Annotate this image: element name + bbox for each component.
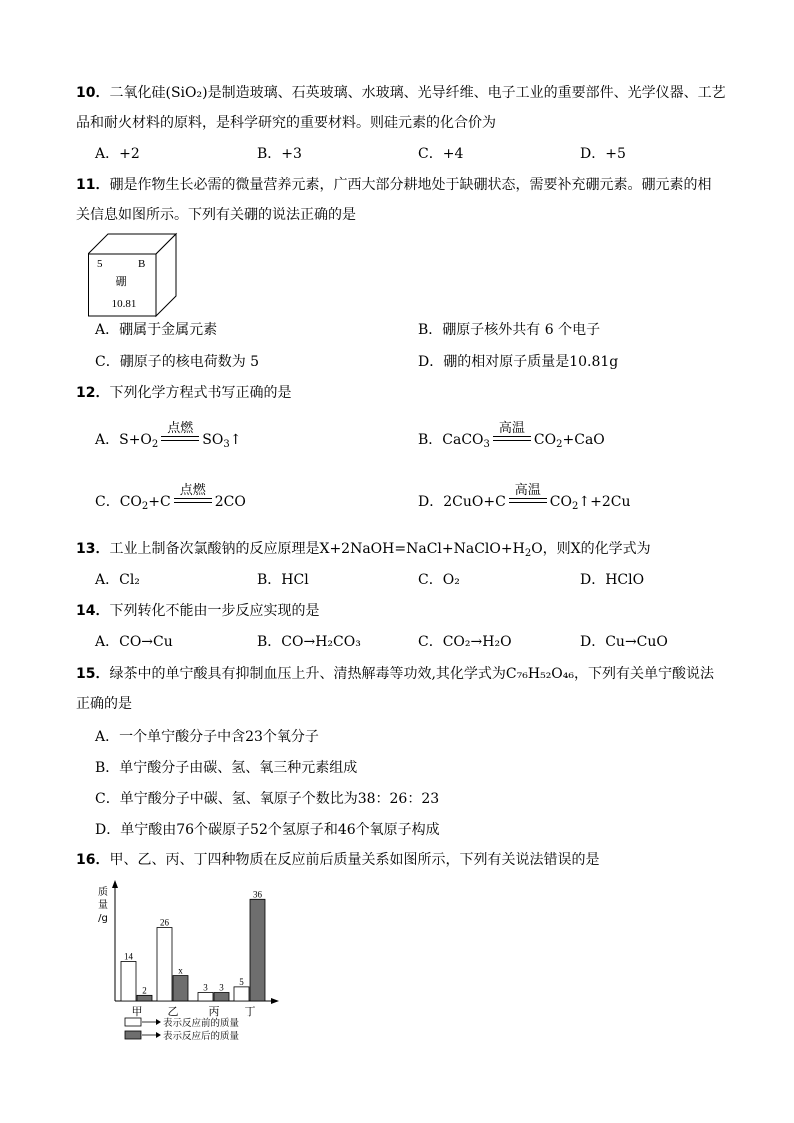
bar-after-0: [137, 995, 152, 1001]
mass-bar-chart: [95, 880, 285, 1060]
reaction-condition: 高温: [498, 421, 525, 436]
question-10: [76, 78, 748, 138]
question-12: [76, 378, 748, 408]
y-axis-label-part: 质: [98, 887, 108, 898]
element-name: 硼: [115, 275, 127, 288]
y-axis-label: [98, 885, 108, 924]
q12-options-row2: [95, 483, 745, 514]
q13-options: [95, 568, 745, 592]
question-number: 16．: [76, 852, 110, 868]
option-d[interactable]: D．Cu→CuO: [580, 634, 668, 650]
reaction-arrow: [174, 483, 212, 509]
bar-before-0: [121, 961, 136, 1001]
question-text: 甲、乙、丙、丁四种物质在反应前后质量关系如图所示，下列有关说法错误的是: [109, 852, 600, 868]
option-a[interactable]: A．硼属于金属元素: [95, 322, 218, 338]
question-15: [76, 659, 748, 719]
option-a[interactable]: A．Cl₂: [95, 572, 140, 588]
data-label: 3: [203, 982, 208, 993]
option-b[interactable]: B．单宁酸分子由碳、氢、氧三种元素组成: [95, 760, 358, 776]
x-axis-arrow: [271, 998, 279, 1004]
option-a[interactable]: A．CO→Cu: [95, 634, 173, 650]
option-a[interactable]: A．$S+O_2$ 点燃 $SO_3↑$: [95, 428, 241, 457]
y-axis-label-part: 量: [98, 900, 108, 911]
legend: [125, 1017, 240, 1042]
data-label: 2: [142, 985, 147, 996]
option-d[interactable]: D．单宁酸由76个碳原子52个氢原子和46个氧原子构成: [95, 822, 440, 838]
x-tick-label: 丁: [244, 1005, 256, 1018]
option-a[interactable]: A．+2: [95, 146, 140, 162]
legend-swatch: [125, 1031, 141, 1039]
y-axis-label-part: /g: [98, 913, 108, 924]
bar-before-1: [157, 928, 172, 1001]
question-number: 13．: [76, 541, 110, 557]
reaction-arrow: [509, 483, 547, 509]
question-11: [76, 170, 748, 230]
option-c[interactable]: C．单宁酸分子中碳、氢、氧原子个数比为38：26：23: [95, 791, 440, 807]
q12-options-row1: [95, 421, 745, 452]
bar-after-2: [214, 993, 229, 1001]
question-text-cont: 品和耐火材料的原料，是科学研究的重要材料。则硅元素的化合价为: [76, 115, 496, 131]
q10-options: [95, 142, 745, 166]
option-d[interactable]: D．HClO: [580, 572, 645, 588]
option-b[interactable]: B．CaCO$_3$ 高温 $CO_2+CaO$: [418, 428, 605, 457]
bar-after-3: [250, 899, 265, 1001]
data-label: 14: [124, 951, 133, 962]
question-number: 12．: [76, 385, 110, 401]
reaction-condition: 高温: [514, 483, 541, 498]
x-tick-label: 丙: [208, 1005, 220, 1018]
q11-options-row2: [95, 350, 745, 374]
question-text: 二氧化硅(SiO₂)是制造玻璃、石英玻璃、水玻璃、光导纤维、电子工业的重要部件、光学仪器、工艺: [109, 85, 726, 101]
question-text: 下列化学方程式书写正确的是: [109, 385, 292, 401]
data-label: 36: [253, 889, 262, 900]
option-c[interactable]: C．+4: [418, 146, 464, 162]
question-text: 硼是作物生长必需的微量营养元素，广西大部分耕地处于缺硼状态，需要补充硼元素。硼元素的相: [109, 177, 712, 193]
element-symbol: B: [138, 258, 146, 270]
data-label: 5: [239, 976, 244, 987]
option-c[interactable]: C．$CO_2+C$ 点燃 2CO: [95, 490, 246, 519]
bar-before-2: [198, 993, 213, 1001]
question-text-end: O，则X的化学式为: [531, 541, 651, 557]
option-c[interactable]: C．CO₂→H₂O: [418, 634, 512, 650]
legend-arrow-head: [156, 1019, 161, 1025]
option-d[interactable]: D．硼的相对原子质量是10.81g: [418, 354, 619, 370]
reaction-condition: 点燃: [167, 421, 194, 436]
option-d[interactable]: D．+5: [580, 146, 626, 162]
question-number: 15．: [76, 666, 110, 682]
question-text: 工业上制备次氯酸钠的反应原理是X+2NaOH=NaCl+NaClO+H: [109, 541, 525, 557]
question-text-cont: 正确的是: [76, 696, 132, 712]
legend-label: 表示反应后的质量: [163, 1031, 240, 1042]
option-a[interactable]: A．一个单宁酸分子中含23个氧分子: [95, 729, 319, 745]
question-13: 13．工业上制备次氯酸钠的反应原理是$X+2NaOH=NaCl+NaClO+H_2O$，则X的化学式为: [76, 541, 651, 559]
option-d[interactable]: D．2CuO+C 高温 $CO_2↑+2Cu$: [418, 490, 630, 519]
y-axis-arrow: [112, 880, 118, 888]
option-b[interactable]: B．+3: [257, 146, 302, 162]
question-14: [76, 596, 748, 626]
option-c[interactable]: C．硼原子的核电荷数为 5: [95, 354, 260, 370]
question-number: 14．: [76, 603, 110, 619]
data-label: 3: [219, 982, 224, 993]
question-text: 绿茶中的单宁酸具有抑制血压上升、清热解毒等功效,其化学式为C₇₆H₅₂O₄₆，下列有关单宁酸说法: [109, 666, 715, 682]
question-number: 10．: [76, 85, 110, 101]
q14-options: [95, 630, 745, 654]
reaction-arrow: [161, 421, 199, 447]
option-b[interactable]: B．CO→H₂CO₃: [257, 634, 361, 650]
legend-swatch: [125, 1018, 141, 1026]
data-label: 26: [160, 917, 169, 928]
element-cell-cube: [88, 232, 178, 318]
atomic-mass: 10.81: [111, 298, 137, 310]
reaction-arrow: [493, 421, 531, 447]
reaction-condition: 点燃: [179, 483, 206, 498]
option-b[interactable]: B．硼原子核外共有 6 个电子: [418, 322, 601, 338]
atomic-number: 5: [97, 258, 103, 270]
data-label: x: [178, 965, 183, 976]
question-16: [76, 845, 748, 875]
bar-before-3: [234, 987, 249, 1001]
q11-options-row1: [95, 318, 745, 342]
bar-after-1: [173, 976, 188, 1001]
question-text-cont: 关信息如图所示。下列有关硼的说法正确的是: [76, 207, 356, 223]
x-tick-label: 乙: [167, 1005, 179, 1018]
option-c[interactable]: C．O₂: [418, 572, 460, 588]
x-tick-label: 甲: [131, 1005, 143, 1018]
question-number: 11．: [76, 177, 110, 193]
question-text: 下列转化不能由一步反应实现的是: [109, 603, 320, 619]
option-b[interactable]: B．HCl: [257, 572, 309, 588]
legend-label: 表示反应前的质量: [163, 1018, 240, 1029]
legend-arrow-head: [156, 1032, 161, 1038]
